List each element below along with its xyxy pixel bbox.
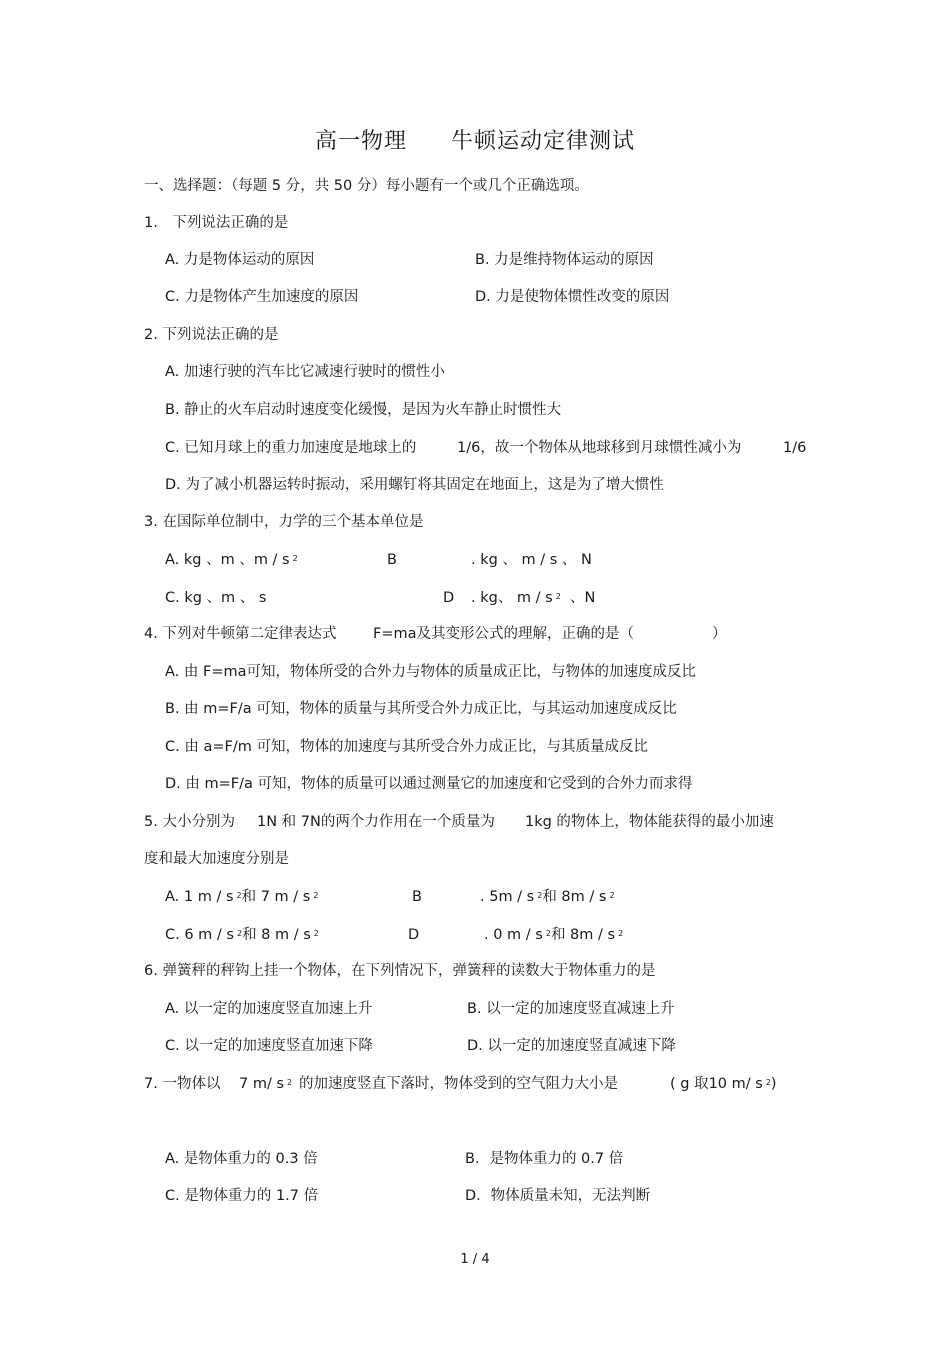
question-6-option-d: D. 以一定的加速度竖直减速下降 <box>467 1038 676 1054</box>
question-3-option-a: A. kg 、m 、m / s $^2$ <box>165 552 298 568</box>
question-4-stem-part3: ） <box>712 626 727 642</box>
question-4-option-b: B. 由 m=F/a 可知，物体的质量与其所受合外力成正比，与其运动加速度成反比 <box>165 701 677 717</box>
question-7-option-d: D．物体质量未知，无法判断 <box>465 1188 651 1204</box>
page-number: 1 / 4 <box>460 1252 490 1267</box>
question-7-stem-part2: 7 m/ s $^2$ <box>239 1076 293 1092</box>
question-4-option-c: C. 由 a=F/m 可知，物体的加速度与其所受合外力成正比，与其质量成反比 <box>165 739 648 755</box>
question-7-option-c: C. 是物体重力的 1.7 倍 <box>165 1188 319 1204</box>
question-3-option-d-label: D <box>443 590 455 606</box>
question-6-option-a: A. 以一定的加速度竖直加速上升 <box>165 1001 373 1017</box>
question-6-option-b: B. 以一定的加速度竖直减速上升 <box>467 1001 675 1017</box>
question-4-stem-part2: F=ma及其变形公式的理解，正确的是（ <box>373 626 634 642</box>
question-4-stem-part1: 4. 下列对牛顿第二定律表达式 <box>144 626 337 642</box>
question-3-option-d: . kg、 m / s $^2$ 、N <box>471 590 596 606</box>
question-6-stem: 6. 弹簧秤的秤钩上挂一个物体，在下列情况下，弹簧秤的读数大于物体重力的是 <box>144 963 656 979</box>
question-4-option-a: A. 由 F=ma可知，物体所受的合外力与物体的质量成正比，与物体的加速度成反比 <box>165 664 696 680</box>
document-title <box>0 128 950 156</box>
question-7-stem-part1: 7. 一物体以 <box>144 1076 221 1092</box>
question-5-option-a: A. 1 m / s $^2$和 7 m / s $^2$ <box>165 889 319 905</box>
question-1-option-a: A. 力是物体运动的原因 <box>165 252 315 268</box>
question-3-option-b: . kg 、 m / s 、 N <box>471 552 592 568</box>
question-6-option-c: C. 以一定的加速度竖直加速下降 <box>165 1038 373 1054</box>
question-7-option-a: A. 是物体重力的 0.3 倍 <box>165 1151 318 1167</box>
question-7-stem-part3: 的加速度竖直下落时，物体受到的空气阻力大小是 <box>299 1076 618 1092</box>
question-5-option-d-label: D <box>408 927 420 943</box>
question-2-option-b: B. 静止的火车启动时速度变化缓慢，是因为火车静止时惯性大 <box>165 402 562 418</box>
question-7-option-b: B．是物体重力的 0.7 倍 <box>465 1151 624 1167</box>
question-2-stem: 2. 下列说法正确的是 <box>144 327 279 343</box>
question-2-option-d: D. 为了减小机器运转时振动，采用螺钉将其固定在地面上，这是为了增大惯性 <box>165 477 664 493</box>
title-subject: 高一物理 <box>314 129 407 154</box>
question-5-stem-part4: 度和最大加速度分别是 <box>144 851 289 867</box>
section-header: 一、选择题：（每题 5 分，共 50 分）每小题有一个或几个正确选项。 <box>144 178 589 194</box>
question-1-stem: 1. 下列说法正确的是 <box>144 215 289 231</box>
question-5-stem-part2: 1N 和 7N的两个力作用在一个质量为 <box>257 814 495 830</box>
question-1-option-c: C. 力是物体产生加速度的原因 <box>165 289 359 305</box>
title-topic: 牛顿运动定律测试 <box>451 129 636 154</box>
question-1-option-b: B. 力是维持物体运动的原因 <box>475 252 654 268</box>
question-3-option-b-label: B <box>387 552 397 568</box>
question-2-option-c-part1: C. 已知月球上的重力加速度是地球上的 <box>165 440 417 456</box>
question-5-option-b: . 5m / s $^2$和 8m / s $^2$ <box>480 889 615 905</box>
question-2-option-c-part3: 1/6 <box>783 440 807 456</box>
question-1-option-d: D. 力是使物体惯性改变的原因 <box>475 289 670 305</box>
question-3-stem: 3. 在国际单位制中，力学的三个基本单位是 <box>144 514 424 530</box>
question-5-option-d: . 0 m / s $^2$和 8m / s $^2$ <box>484 927 624 943</box>
question-5-option-c: C. 6 m / s $^2$和 8 m / s $^2$ <box>165 927 319 943</box>
question-4-option-d: D. 由 m=F/a 可知，物体的质量可以通过测量它的加速度和它受到的合外力而求得 <box>165 776 693 792</box>
question-7-stem-part4: ( g 取10 m/ s $^2$) <box>670 1076 777 1092</box>
question-2-option-a: A. 加速行驶的汽车比它减速行驶时的惯性小 <box>165 364 445 380</box>
question-3-option-c: C. kg 、m 、 s <box>165 590 267 606</box>
question-5-stem-part1: 5. 大小分别为 <box>144 814 235 830</box>
question-5-stem-part3: 1kg 的物体上，物体能获得的最小加速 <box>525 814 774 830</box>
question-2-option-c-part2: 1/6，故一个物体从地球移到月球惯性减小为 <box>457 440 742 456</box>
question-5-option-b-label: B <box>412 889 422 905</box>
